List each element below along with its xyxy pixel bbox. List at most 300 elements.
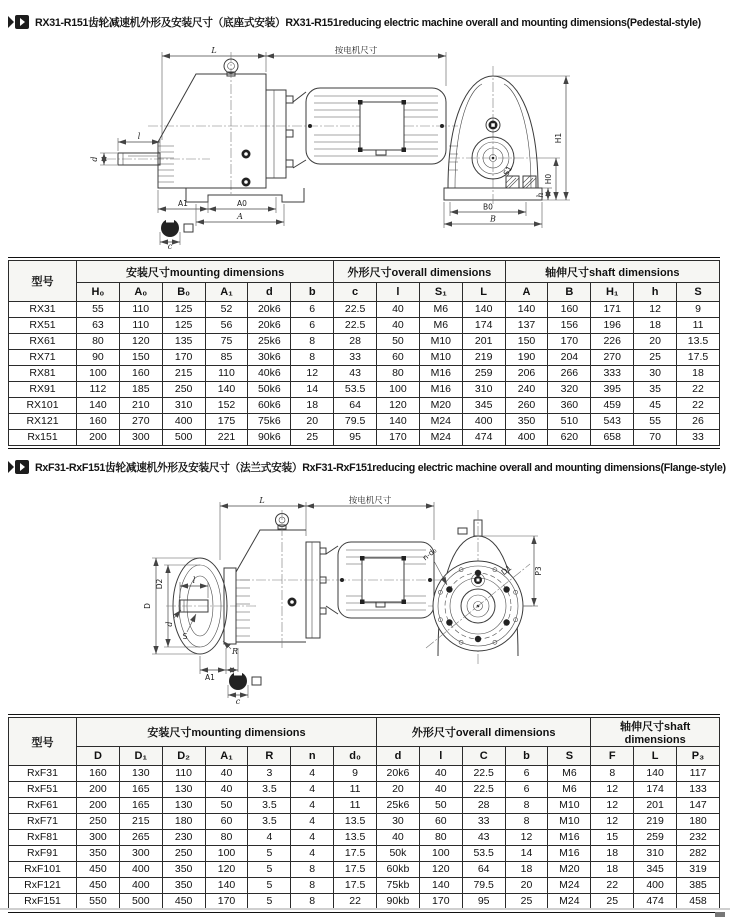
- value-cell: 140: [462, 302, 505, 318]
- value-cell: 6: [505, 782, 548, 798]
- column-header: P₃: [677, 747, 720, 766]
- value-cell: 133: [677, 782, 720, 798]
- value-cell: 4: [291, 814, 334, 830]
- dim-label-H1: H1: [554, 132, 563, 144]
- value-cell: 180: [162, 814, 205, 830]
- column-header: h: [634, 283, 677, 302]
- value-cell: 190: [505, 350, 548, 366]
- column-group-header: 外形尺寸overall dimensions: [377, 718, 591, 747]
- value-cell: 13.5: [677, 334, 720, 350]
- value-cell: 140: [419, 878, 462, 894]
- value-cell: 6: [291, 318, 334, 334]
- value-cell: 75: [205, 334, 248, 350]
- value-cell: 40: [419, 766, 462, 782]
- column-header: d: [377, 747, 420, 766]
- table-row: [9, 846, 720, 862]
- value-cell: 43: [334, 366, 377, 382]
- value-cell: 130: [162, 798, 205, 814]
- value-cell: 4: [291, 766, 334, 782]
- column-header: A: [505, 283, 548, 302]
- value-cell: 160: [548, 302, 591, 318]
- value-cell: 22.5: [462, 782, 505, 798]
- value-cell: 265: [119, 830, 162, 846]
- value-cell: 5: [248, 894, 291, 910]
- value-cell: 3.5: [248, 814, 291, 830]
- flange-dimensions-table: [8, 717, 720, 910]
- value-cell: 28: [462, 798, 505, 814]
- value-cell: 20: [377, 782, 420, 798]
- value-cell: M24: [548, 878, 591, 894]
- column-header: n: [291, 747, 334, 766]
- value-cell: 130: [162, 782, 205, 798]
- value-cell: 25: [634, 350, 677, 366]
- value-cell: 4: [291, 782, 334, 798]
- value-cell: 112: [77, 382, 120, 398]
- value-cell: 140: [205, 382, 248, 398]
- value-cell: 11: [334, 798, 377, 814]
- value-cell: 345: [462, 398, 505, 414]
- value-cell: 450: [162, 894, 205, 910]
- value-cell: 20k6: [248, 318, 291, 334]
- value-cell: 200: [77, 430, 120, 446]
- value-cell: 110: [119, 302, 162, 318]
- value-cell: 40: [377, 318, 420, 334]
- table-row: [9, 414, 720, 430]
- value-cell: 400: [119, 862, 162, 878]
- value-cell: 250: [162, 846, 205, 862]
- table-row: [9, 318, 720, 334]
- value-cell: 40k6: [248, 366, 291, 382]
- value-cell: 35: [634, 382, 677, 398]
- section-bullet-icon: [8, 15, 29, 29]
- model-cell: RX31: [9, 302, 77, 318]
- value-cell: 79.5: [334, 414, 377, 430]
- value-cell: 160: [77, 414, 120, 430]
- value-cell: 152: [205, 398, 248, 414]
- value-cell: 200: [77, 798, 120, 814]
- value-cell: 120: [205, 862, 248, 878]
- value-cell: 50k6: [248, 382, 291, 398]
- value-cell: 100: [77, 366, 120, 382]
- value-cell: M16: [548, 846, 591, 862]
- value-cell: 395: [591, 382, 634, 398]
- value-cell: 40: [205, 782, 248, 798]
- dim-label-D2: D2: [155, 578, 164, 590]
- dim-label-P3: P3: [534, 566, 543, 576]
- value-cell: 117: [677, 766, 720, 782]
- value-cell: 175: [205, 414, 248, 430]
- value-cell: 206: [505, 366, 548, 382]
- value-cell: 170: [377, 430, 420, 446]
- value-cell: 140: [205, 878, 248, 894]
- value-cell: 40: [419, 782, 462, 798]
- value-cell: 201: [462, 334, 505, 350]
- value-cell: 219: [634, 814, 677, 830]
- value-cell: 500: [162, 430, 205, 446]
- value-cell: 130: [119, 766, 162, 782]
- value-cell: M10: [548, 814, 591, 830]
- value-cell: 13.5: [334, 814, 377, 830]
- value-cell: 4: [248, 830, 291, 846]
- value-cell: 22: [677, 398, 720, 414]
- value-cell: 8: [505, 814, 548, 830]
- dim-label-l: l: [192, 576, 196, 585]
- flange-technical-drawing: [0, 484, 730, 710]
- value-cell: 90: [77, 350, 120, 366]
- value-cell: 270: [591, 350, 634, 366]
- value-cell: 56: [205, 318, 248, 334]
- value-cell: 18: [591, 862, 634, 878]
- table-row: [9, 398, 720, 414]
- value-cell: 8: [291, 894, 334, 910]
- value-cell: 8: [505, 798, 548, 814]
- value-cell: 18: [505, 862, 548, 878]
- value-cell: 50: [205, 798, 248, 814]
- page-corner-mark: [715, 912, 725, 917]
- value-cell: 22.5: [334, 318, 377, 334]
- value-cell: 33: [677, 430, 720, 446]
- table-row: [9, 830, 720, 846]
- column-header: d: [248, 283, 291, 302]
- dim-label-motor-size: 按电机尺寸: [348, 496, 392, 506]
- value-cell: 11: [677, 318, 720, 334]
- value-cell: 100: [377, 382, 420, 398]
- value-cell: 137: [505, 318, 548, 334]
- value-cell: 543: [591, 414, 634, 430]
- column-group-header: 外形尺寸overall dimensions: [334, 261, 505, 283]
- value-cell: 400: [505, 430, 548, 446]
- dim-label-l: l: [137, 132, 141, 141]
- value-cell: 3.5: [248, 782, 291, 798]
- value-cell: 53.5: [334, 382, 377, 398]
- value-cell: 50: [377, 334, 420, 350]
- column-header: b: [291, 283, 334, 302]
- model-cell: RxF121: [9, 878, 77, 894]
- value-cell: 80: [419, 830, 462, 846]
- value-cell: 20k6: [248, 302, 291, 318]
- column-group-header: 安装尺寸mounting dimensions: [77, 718, 377, 747]
- value-cell: 170: [548, 334, 591, 350]
- value-cell: 310: [634, 846, 677, 862]
- value-cell: 30k6: [248, 350, 291, 366]
- value-cell: 319: [677, 862, 720, 878]
- value-cell: 350: [162, 862, 205, 878]
- value-cell: 230: [162, 830, 205, 846]
- value-cell: 360: [548, 398, 591, 414]
- value-cell: 221: [205, 430, 248, 446]
- dim-label-H0: H0: [544, 173, 553, 185]
- table-row: [9, 862, 720, 878]
- table-row: [9, 350, 720, 366]
- dim-label-c: c: [235, 697, 241, 706]
- value-cell: 18: [591, 846, 634, 862]
- value-cell: 80: [377, 366, 420, 382]
- value-cell: 450: [77, 878, 120, 894]
- column-header: H₁: [591, 283, 634, 302]
- value-cell: 450: [77, 862, 120, 878]
- value-cell: 350: [505, 414, 548, 430]
- value-cell: 18: [677, 366, 720, 382]
- value-cell: 25k6: [248, 334, 291, 350]
- value-cell: 170: [419, 894, 462, 910]
- value-cell: 259: [634, 830, 677, 846]
- value-cell: 120: [419, 862, 462, 878]
- value-cell: 6: [505, 766, 548, 782]
- value-cell: 18: [291, 398, 334, 414]
- value-cell: 40: [377, 302, 420, 318]
- value-cell: 310: [162, 398, 205, 414]
- value-cell: 95: [462, 894, 505, 910]
- model-column-header: 型号: [9, 261, 77, 302]
- value-cell: 28: [334, 334, 377, 350]
- value-cell: 22.5: [334, 302, 377, 318]
- value-cell: 204: [548, 350, 591, 366]
- value-cell: 8: [591, 766, 634, 782]
- value-cell: 20: [634, 334, 677, 350]
- value-cell: 11: [334, 782, 377, 798]
- flange-table-wrap: [8, 714, 720, 913]
- pedestal-technical-drawing: [0, 46, 730, 250]
- value-cell: 385: [677, 878, 720, 894]
- value-cell: 80: [77, 334, 120, 350]
- model-cell: RxF151: [9, 894, 77, 910]
- dim-label-L: L: [259, 496, 265, 505]
- value-cell: 282: [677, 846, 720, 862]
- value-cell: 350: [77, 846, 120, 862]
- value-cell: 458: [677, 894, 720, 910]
- column-header: L: [634, 747, 677, 766]
- value-cell: 345: [634, 862, 677, 878]
- column-header: C: [462, 747, 505, 766]
- value-cell: 55: [77, 302, 120, 318]
- value-cell: 60: [377, 350, 420, 366]
- value-cell: M20: [419, 398, 462, 414]
- column-header: R: [248, 747, 291, 766]
- value-cell: 12: [634, 302, 677, 318]
- value-cell: 250: [162, 382, 205, 398]
- value-cell: M10: [548, 798, 591, 814]
- value-cell: 45: [634, 398, 677, 414]
- value-cell: 200: [77, 782, 120, 798]
- value-cell: 270: [119, 414, 162, 430]
- value-cell: 12: [291, 366, 334, 382]
- value-cell: 6: [291, 302, 334, 318]
- value-cell: 50: [419, 798, 462, 814]
- value-cell: 13.5: [334, 830, 377, 846]
- value-cell: 170: [205, 894, 248, 910]
- value-cell: 5: [248, 862, 291, 878]
- value-cell: 232: [677, 830, 720, 846]
- value-cell: 474: [634, 894, 677, 910]
- value-cell: 196: [591, 318, 634, 334]
- table-row: [9, 814, 720, 830]
- value-cell: 95: [334, 430, 377, 446]
- value-cell: 25k6: [377, 798, 420, 814]
- model-cell: RX81: [9, 366, 77, 382]
- table-row: [9, 382, 720, 398]
- value-cell: 174: [634, 782, 677, 798]
- value-cell: 40: [377, 830, 420, 846]
- column-header: B: [548, 283, 591, 302]
- value-cell: 147: [677, 798, 720, 814]
- value-cell: M10: [419, 350, 462, 366]
- value-cell: 17.5: [334, 862, 377, 878]
- value-cell: 52: [205, 302, 248, 318]
- value-cell: 219: [462, 350, 505, 366]
- value-cell: 85: [205, 350, 248, 366]
- model-cell: RxF91: [9, 846, 77, 862]
- column-header: A₁: [205, 283, 248, 302]
- value-cell: 170: [162, 350, 205, 366]
- value-cell: 215: [119, 814, 162, 830]
- dim-label-A: A: [237, 212, 243, 221]
- value-cell: 63: [77, 318, 120, 334]
- value-cell: 53.5: [462, 846, 505, 862]
- model-cell: RxF31: [9, 766, 77, 782]
- value-cell: 210: [119, 398, 162, 414]
- model-cell: RX91: [9, 382, 77, 398]
- table-row: [9, 302, 720, 318]
- dim-label-d: d: [90, 156, 99, 162]
- value-cell: 5: [248, 846, 291, 862]
- value-cell: 240: [505, 382, 548, 398]
- dim-label-A0: A0: [237, 199, 247, 208]
- value-cell: M20: [548, 862, 591, 878]
- column-header: A₁: [205, 747, 248, 766]
- section-bullet-icon: [8, 460, 29, 474]
- value-cell: 658: [591, 430, 634, 446]
- value-cell: 90k6: [248, 430, 291, 446]
- dim-label-D1: D1: [499, 563, 514, 577]
- value-cell: M24: [419, 414, 462, 430]
- value-cell: 22: [334, 894, 377, 910]
- value-cell: 14: [505, 846, 548, 862]
- value-cell: 110: [205, 366, 248, 382]
- value-cell: 64: [462, 862, 505, 878]
- value-cell: 110: [162, 766, 205, 782]
- column-header: D₂: [162, 747, 205, 766]
- value-cell: 25: [291, 430, 334, 446]
- value-cell: 8: [291, 862, 334, 878]
- value-cell: M6: [419, 302, 462, 318]
- value-cell: 9: [334, 766, 377, 782]
- dim-label-d: d: [165, 621, 174, 627]
- value-cell: 17.5: [334, 878, 377, 894]
- value-cell: 22: [677, 382, 720, 398]
- value-cell: 3: [248, 766, 291, 782]
- dim-label-D: D: [143, 603, 152, 609]
- value-cell: 17.5: [334, 846, 377, 862]
- value-cell: 14: [291, 382, 334, 398]
- model-cell: RxF81: [9, 830, 77, 846]
- value-cell: 185: [119, 382, 162, 398]
- column-header: S: [677, 283, 720, 302]
- value-cell: 165: [119, 782, 162, 798]
- value-cell: 140: [505, 302, 548, 318]
- value-cell: 50k: [377, 846, 420, 862]
- value-cell: 474: [462, 430, 505, 446]
- heading-text: RxF31-RxF151齿轮减速机外形及安装尺寸（法兰式安装）RxF31-RxF151reducing electric machine overall and mounting dimensions(Flange-style): [35, 462, 726, 474]
- dim-label-S1: S1: [501, 164, 515, 178]
- value-cell: 140: [634, 766, 677, 782]
- value-cell: 3.5: [248, 798, 291, 814]
- value-cell: 150: [505, 334, 548, 350]
- column-header: S₁: [419, 283, 462, 302]
- value-cell: 9: [677, 302, 720, 318]
- value-cell: 300: [77, 830, 120, 846]
- value-cell: 60k6: [248, 398, 291, 414]
- value-cell: 64: [334, 398, 377, 414]
- model-cell: RX51: [9, 318, 77, 334]
- model-cell: RxF101: [9, 862, 77, 878]
- value-cell: M16: [548, 830, 591, 846]
- value-cell: 400: [119, 878, 162, 894]
- dim-label-A1: A1: [178, 199, 188, 208]
- value-cell: 4: [291, 798, 334, 814]
- value-cell: 310: [462, 382, 505, 398]
- value-cell: 8: [291, 878, 334, 894]
- table-row: [9, 782, 720, 798]
- value-cell: 160: [119, 366, 162, 382]
- value-cell: 165: [119, 798, 162, 814]
- value-cell: 201: [634, 798, 677, 814]
- value-cell: M6: [548, 782, 591, 798]
- value-cell: 125: [162, 318, 205, 334]
- value-cell: 250: [77, 814, 120, 830]
- pedestal-dimensions-table: [8, 260, 720, 446]
- value-cell: 55: [634, 414, 677, 430]
- value-cell: M24: [419, 430, 462, 446]
- value-cell: 22: [591, 878, 634, 894]
- value-cell: 25: [505, 894, 548, 910]
- value-cell: 75kb: [377, 878, 420, 894]
- value-cell: 100: [205, 846, 248, 862]
- value-cell: 226: [591, 334, 634, 350]
- heading-text: RX31-R151齿轮减速机外形及安装尺寸（底座式安装）RX31-R151reducing electric machine overall and mounting dimensions(Pedestal-style): [35, 17, 701, 29]
- model-cell: RxF71: [9, 814, 77, 830]
- value-cell: 320: [548, 382, 591, 398]
- value-cell: 171: [591, 302, 634, 318]
- model-cell: RxF51: [9, 782, 77, 798]
- column-group-header: 安装尺寸mounting dimensions: [77, 261, 334, 283]
- value-cell: 100: [419, 846, 462, 862]
- page-bottom-divider: [0, 908, 730, 910]
- value-cell: 8: [291, 350, 334, 366]
- model-cell: RX121: [9, 414, 77, 430]
- value-cell: 135: [162, 334, 205, 350]
- dim-label-R: R: [231, 647, 239, 656]
- value-cell: 259: [462, 366, 505, 382]
- value-cell: 20k6: [377, 766, 420, 782]
- value-cell: M24: [548, 894, 591, 910]
- dim-label-n-d0: n-d₀: [420, 545, 439, 563]
- column-header: L: [462, 283, 505, 302]
- value-cell: 110: [119, 318, 162, 334]
- value-cell: 90kb: [377, 894, 420, 910]
- column-header: S: [548, 747, 591, 766]
- value-cell: 350: [162, 878, 205, 894]
- value-cell: M16: [419, 382, 462, 398]
- value-cell: 12: [505, 830, 548, 846]
- column-group-header: 轴伸尺寸shaft dimensions: [591, 718, 720, 747]
- value-cell: 12: [591, 814, 634, 830]
- value-cell: 333: [591, 366, 634, 382]
- value-cell: 8: [291, 334, 334, 350]
- value-cell: 30: [634, 366, 677, 382]
- dim-label-B: B: [490, 214, 496, 224]
- value-cell: 266: [548, 366, 591, 382]
- value-cell: 12: [591, 798, 634, 814]
